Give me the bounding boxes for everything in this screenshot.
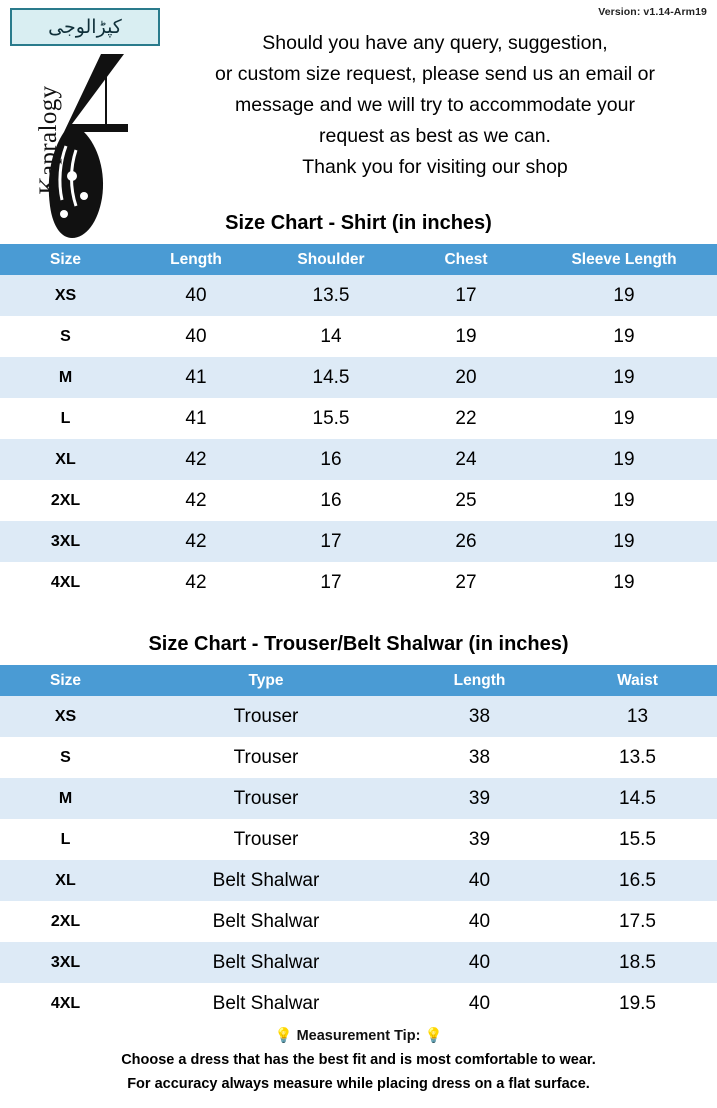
header-message-line: or custom size request, please send us an email or <box>214 63 656 85</box>
footer-line: For accuracy always measure while placing dress on a flat surface. <box>127 1076 590 1092</box>
cell-waist: 18.5 <box>558 942 717 983</box>
cell-type: Belt Shalwar <box>131 860 401 901</box>
cell-length: 42 <box>131 521 261 562</box>
lightbulb-icon-right: 💡 <box>424 1028 443 1044</box>
cell-sleeve: 19 <box>531 398 717 439</box>
cell-type: Belt Shalwar <box>131 983 401 1024</box>
shirt-chart-title: Size Chart - Shirt (in inches) <box>225 212 492 234</box>
cell-shoulder: 17 <box>261 562 401 603</box>
table-row <box>0 901 717 942</box>
table-header-row <box>0 244 717 275</box>
cell-length: 38 <box>401 737 558 778</box>
measurement-tip-heading <box>0 1024 717 1048</box>
cell-length: 39 <box>401 819 558 860</box>
shirt-size-table-wrapper <box>0 244 717 603</box>
cell-type: Trouser <box>131 819 401 860</box>
table-row <box>0 778 717 819</box>
cell-length: 40 <box>131 275 261 316</box>
cell-sleeve: 19 <box>531 521 717 562</box>
cell-size: 2XL <box>0 480 131 521</box>
table-row <box>0 275 717 316</box>
cell-length: 40 <box>401 983 558 1024</box>
column-header-length: Length <box>401 665 558 696</box>
footer-line: Choose a dress that has the best fit and is most comfortable to wear. <box>121 1052 596 1068</box>
cell-type: Trouser <box>131 737 401 778</box>
header-message-line: request as best as we can. <box>319 125 551 147</box>
lightbulb-icon-left: 💡 <box>274 1028 293 1044</box>
cell-chest: 22 <box>401 398 531 439</box>
cell-sleeve: 19 <box>531 480 717 521</box>
cell-length: 40 <box>401 942 558 983</box>
table-row <box>0 480 717 521</box>
column-header-waist: Waist <box>558 665 717 696</box>
cell-waist: 16.5 <box>558 860 717 901</box>
header-message <box>170 28 700 183</box>
table-header-row <box>0 665 717 696</box>
table-row <box>0 357 717 398</box>
table-row <box>0 983 717 1024</box>
cell-sleeve: 19 <box>531 275 717 316</box>
cell-shoulder: 14.5 <box>261 357 401 398</box>
brand-latin-name: Kapralogy <box>35 85 62 195</box>
cell-size: 2XL <box>0 901 131 942</box>
table-row <box>0 737 717 778</box>
cell-shoulder: 17 <box>261 521 401 562</box>
trouser-chart-title: Size Chart - Trouser/Belt Shalwar (in inches) <box>148 633 569 655</box>
cell-sleeve: 19 <box>531 439 717 480</box>
table-row <box>0 439 717 480</box>
header-message-line: Thank you for visiting our shop <box>302 156 568 178</box>
cell-length: 42 <box>131 480 261 521</box>
cell-size: S <box>0 316 131 357</box>
table-row <box>0 521 717 562</box>
cell-sleeve: 19 <box>531 562 717 603</box>
version-label: Version: v1.14-Arm19 <box>598 6 707 18</box>
cell-size: XS <box>0 696 131 737</box>
cell-sleeve: 19 <box>531 316 717 357</box>
column-header-chest: Chest <box>401 244 531 275</box>
column-header-type: Type <box>131 665 401 696</box>
cell-shoulder: 16 <box>261 439 401 480</box>
cell-shoulder: 15.5 <box>261 398 401 439</box>
cell-size: XL <box>0 439 131 480</box>
cell-size: S <box>0 737 131 778</box>
trouser-size-table <box>0 665 717 1024</box>
cell-length: 42 <box>131 439 261 480</box>
cell-chest: 20 <box>401 357 531 398</box>
column-header-shoulder: Shoulder <box>261 244 401 275</box>
cell-size: 4XL <box>0 562 131 603</box>
brand-urdu-name: کپڑالوجی <box>48 15 122 38</box>
shirt-size-table <box>0 244 717 603</box>
measurement-tip-label: Measurement Tip: <box>296 1028 421 1044</box>
table-row <box>0 942 717 983</box>
cell-size: XL <box>0 860 131 901</box>
cell-size: 4XL <box>0 983 131 1024</box>
cell-sleeve: 19 <box>531 357 717 398</box>
cell-size: 3XL <box>0 521 131 562</box>
cell-size: M <box>0 778 131 819</box>
cell-length: 41 <box>131 357 261 398</box>
cell-type: Trouser <box>131 696 401 737</box>
header-message-line: message and we will try to accommodate your <box>235 94 635 116</box>
cell-length: 39 <box>401 778 558 819</box>
cell-type: Belt Shalwar <box>131 901 401 942</box>
table-row <box>0 562 717 603</box>
cell-waist: 14.5 <box>558 778 717 819</box>
cell-chest: 19 <box>401 316 531 357</box>
cell-chest: 27 <box>401 562 531 603</box>
cell-waist: 13 <box>558 696 717 737</box>
cell-waist: 17.5 <box>558 901 717 942</box>
cell-waist: 15.5 <box>558 819 717 860</box>
cell-waist: 13.5 <box>558 737 717 778</box>
cell-shoulder: 13.5 <box>261 275 401 316</box>
table-row <box>0 398 717 439</box>
cell-size: 3XL <box>0 942 131 983</box>
cell-length: 38 <box>401 696 558 737</box>
cell-type: Belt Shalwar <box>131 942 401 983</box>
cell-length: 41 <box>131 398 261 439</box>
column-header-sleeve-length: Sleeve Length <box>531 244 717 275</box>
trouser-size-table-wrapper <box>0 665 717 1024</box>
cell-chest: 25 <box>401 480 531 521</box>
cell-size: L <box>0 819 131 860</box>
brand-logo-box <box>10 8 160 46</box>
cell-chest: 26 <box>401 521 531 562</box>
cell-chest: 24 <box>401 439 531 480</box>
cell-type: Trouser <box>131 778 401 819</box>
cell-chest: 17 <box>401 275 531 316</box>
cell-shoulder: 16 <box>261 480 401 521</box>
cell-size: L <box>0 398 131 439</box>
table-row <box>0 819 717 860</box>
cell-waist: 19.5 <box>558 983 717 1024</box>
cell-size: XS <box>0 275 131 316</box>
column-header-size: Size <box>0 665 131 696</box>
column-header-length: Length <box>131 244 261 275</box>
cell-length: 40 <box>401 901 558 942</box>
cell-length: 40 <box>131 316 261 357</box>
header-message-line: Should you have any query, suggestion, <box>262 32 608 54</box>
table-row <box>0 860 717 901</box>
table-row <box>0 316 717 357</box>
column-header-size: Size <box>0 244 131 275</box>
footer <box>0 1024 717 1096</box>
cell-length: 42 <box>131 562 261 603</box>
table-row <box>0 696 717 737</box>
cell-size: M <box>0 357 131 398</box>
cell-shoulder: 14 <box>261 316 401 357</box>
cell-length: 40 <box>401 860 558 901</box>
